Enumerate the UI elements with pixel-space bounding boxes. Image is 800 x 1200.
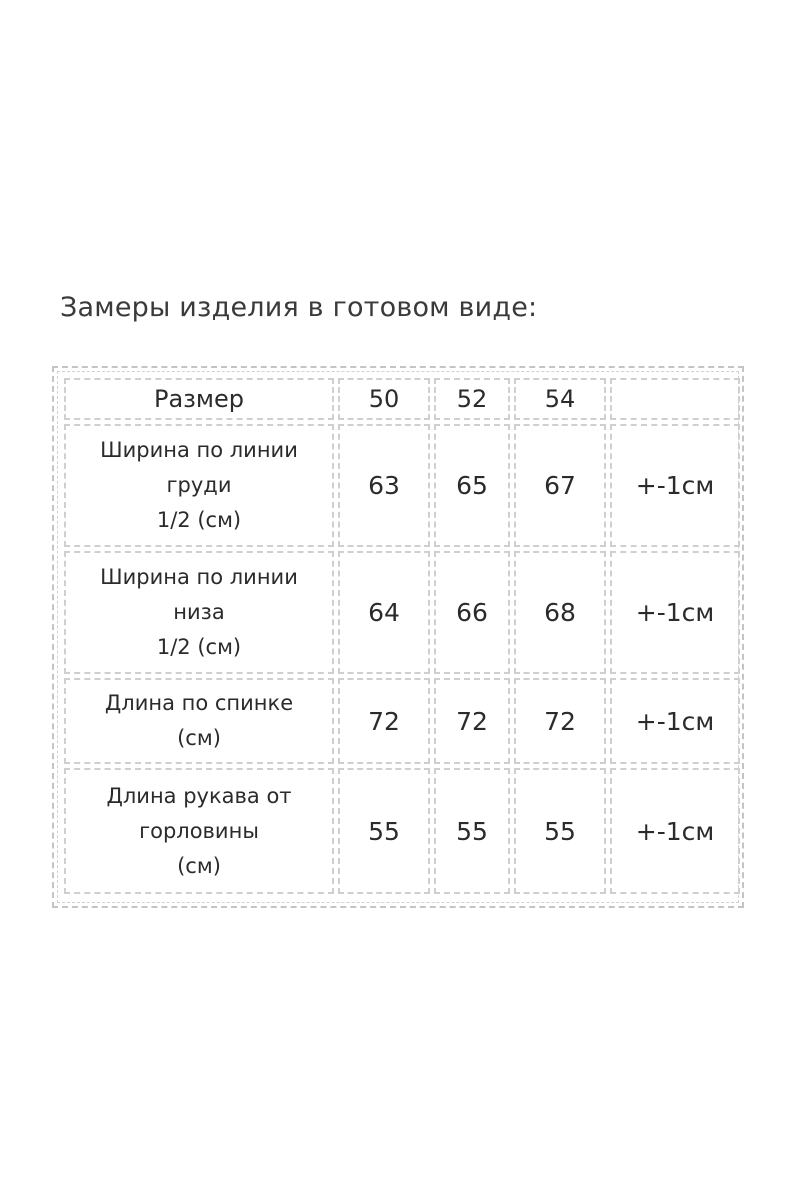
cell-value: 72 [514,678,606,764]
table-row [64,551,740,674]
header-tolerance [610,378,740,420]
cell-value: 66 [434,551,510,674]
cell-value: 63 [338,424,430,547]
cell-value: 55 [434,768,510,894]
page-title: Замеры изделия в готовом виде: [60,292,538,323]
cell-value: 67 [514,424,606,547]
size-table [60,374,744,898]
cell-tolerance: +-1см [610,424,740,547]
header-size-label: Размер [64,378,334,420]
row-label-line: груди [166,473,232,497]
cell-value: 55 [338,768,430,894]
row-label-line: горловины [139,818,259,843]
cell-value: 65 [434,424,510,547]
cell-value: 55 [514,768,606,894]
row-label-line: низа [173,600,225,624]
cell-value: 68 [514,551,606,674]
row-label-line: Длина рукава от [106,783,292,808]
table-row [64,678,740,764]
row-label-line: 1/2 (см) [156,508,242,532]
cell-value: 72 [338,678,430,764]
row-label-line: (см) [177,853,221,878]
row-label-line: 1/2 (см) [156,635,242,659]
cell-tolerance: +-1см [610,678,740,764]
row-label [64,551,334,674]
header-size-52: 52 [434,378,510,420]
row-label-line: Длина по спинке [104,691,294,715]
header-size-54: 54 [514,378,606,420]
table-row [64,424,740,547]
cell-value: 72 [434,678,510,764]
row-label [64,424,334,547]
row-label-line: (см) [177,726,221,750]
cell-tolerance: +-1см [610,551,740,674]
cell-tolerance: +-1см [610,768,740,894]
row-label-line: Ширина по линии [100,565,298,589]
row-label [64,768,334,894]
header-size-50: 50 [338,378,430,420]
table-header-row [64,378,740,420]
cell-value: 64 [338,551,430,674]
row-label [64,678,334,764]
table-row [64,768,740,894]
row-label-line: Ширина по линии [100,438,298,462]
